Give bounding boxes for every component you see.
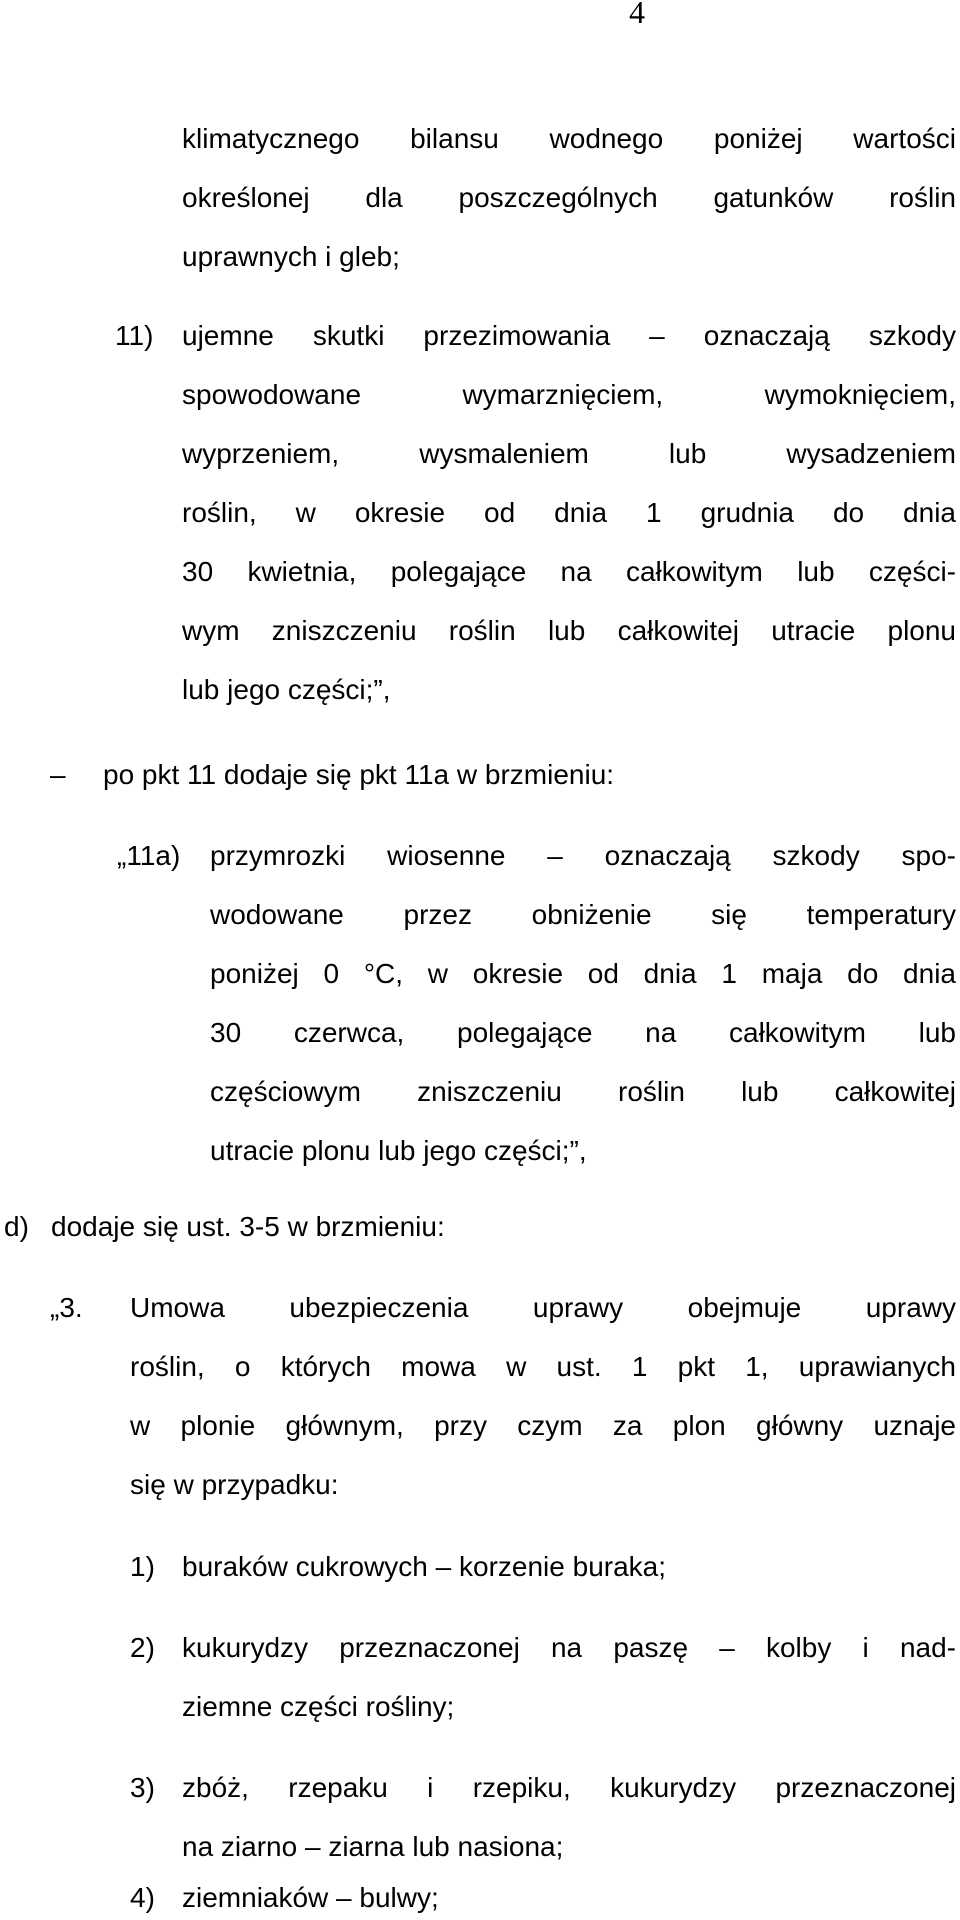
ust-3-line: się w przypadku:	[130, 1469, 339, 1500]
paragraph-line: określonej dla poszczególnych gatunków roślin	[182, 182, 956, 213]
point-label-4: 4)	[130, 1882, 155, 1913]
dash-marker: –	[50, 759, 66, 790]
point-label-3: 3)	[130, 1772, 155, 1803]
point-4-line: ziemniaków – bulwy;	[182, 1882, 439, 1913]
item-11a-line: przymrozki wiosenne – oznaczają szkody spo-	[210, 840, 956, 871]
point-1-line: buraków cukrowych – korzenie buraka;	[182, 1551, 667, 1582]
point-label-1: 1)	[130, 1551, 155, 1582]
item-11-line: ujemne skutki przezimowania – oznaczają szkody	[182, 320, 956, 351]
ust-3-line: roślin, o których mowa w ust. 1 pkt 1, uprawianych	[130, 1351, 956, 1382]
item-11a-line: poniżej 0 °C, w okresie od dnia 1 maja do dnia	[210, 958, 956, 989]
item-11a-line: 30 czerwca, polegające na całkowitym lub	[210, 1017, 956, 1048]
point-3-line: zbóż, rzepaku i rzepiku, kukurydzy przeznaczonej	[182, 1772, 956, 1803]
point-3-line: na ziarno – ziarna lub nasiona;	[182, 1831, 564, 1862]
dash-item-text: po pkt 11 dodaje się pkt 11a w brzmieniu:	[103, 759, 615, 790]
item-11-line: roślin, w okresie od dnia 1 grudnia do dnia	[182, 497, 956, 528]
item-label-11: 11)	[115, 320, 154, 351]
item-11a-line: wodowane przez obniżenie się temperatury	[210, 899, 956, 930]
ust-3-line: w plonie głównym, przy czym za plon główny uznaje	[130, 1410, 956, 1441]
item-11-line: 30 kwietnia, polegające na całkowitym lub części-	[182, 556, 956, 587]
page-number: 4	[629, 0, 645, 30]
item-11-line: wym zniszczeniu roślin lub całkowitej utracie plonu	[182, 615, 956, 646]
ust-label-3: „3.	[50, 1292, 83, 1323]
point-label-2: 2)	[130, 1632, 155, 1663]
paragraph-line: uprawnych i gleb;	[182, 241, 400, 272]
point-2-line: kukurydzy przeznaczonej na paszę – kolby i nad-	[182, 1632, 956, 1663]
item-label-d: d)	[4, 1211, 29, 1242]
item-11-line: spowodowane wymarznięciem, wymoknięciem,	[182, 379, 956, 410]
item-d-text: dodaje się ust. 3-5 w brzmieniu:	[51, 1211, 445, 1242]
item-11-line: lub jego części;”,	[182, 674, 391, 705]
paragraph-line: klimatycznego bilansu wodnego poniżej wartości	[182, 123, 956, 154]
item-11-line: wyprzeniem, wysmaleniem lub wysadzeniem	[182, 438, 956, 469]
item-11a-line: utracie plonu lub jego części;”,	[210, 1135, 587, 1166]
item-11a-line: częściowym zniszczeniu roślin lub całkowitej	[210, 1076, 956, 1107]
point-2-line: ziemne części rośliny;	[182, 1691, 455, 1722]
item-label-11a: „11a)	[117, 840, 181, 871]
ust-3-line: Umowa ubezpieczenia uprawy obejmuje uprawy	[130, 1292, 956, 1323]
